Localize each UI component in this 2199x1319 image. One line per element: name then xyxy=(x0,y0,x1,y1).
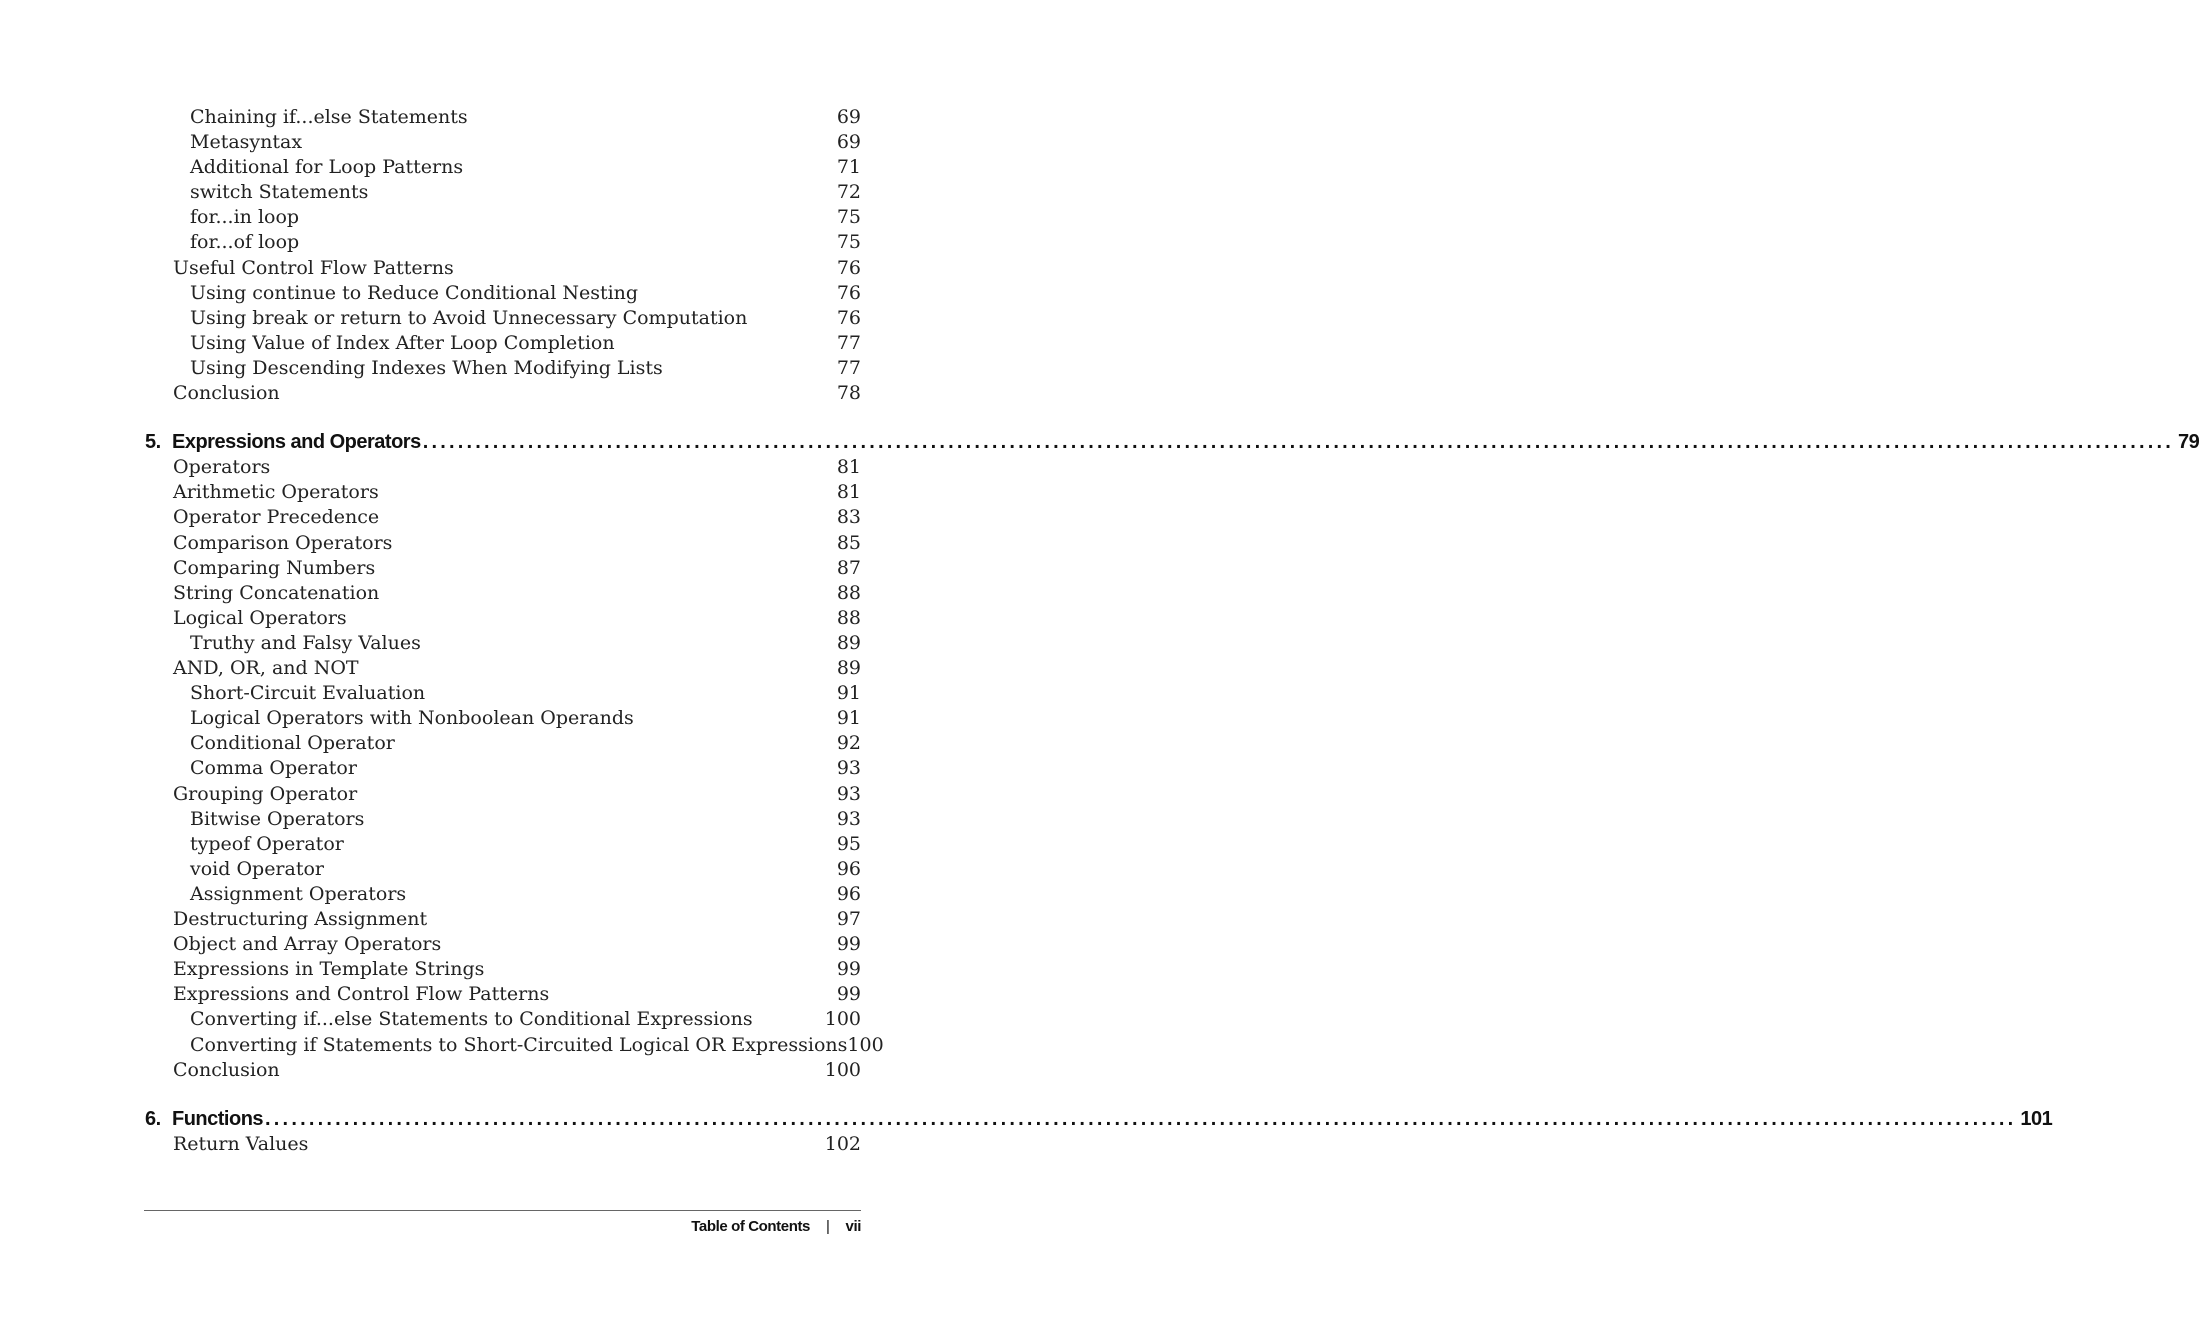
toc-entry-page: 81 xyxy=(836,456,861,478)
chapter-number: 6. xyxy=(145,1108,161,1130)
toc-entry-page: 75 xyxy=(836,231,861,253)
toc-entry[interactable] xyxy=(173,782,861,807)
toc-entry-page: 72 xyxy=(836,181,861,203)
toc-entry[interactable] xyxy=(190,706,861,731)
toc-entry-title: Useful Control Flow Patterns xyxy=(173,257,454,279)
toc-entry[interactable] xyxy=(190,1007,861,1032)
footer-rule xyxy=(144,1210,861,1211)
toc-entry-title: typeof Operator xyxy=(190,833,344,855)
toc-entry-title: Converting if...else Statements to Conditional Expressions xyxy=(190,1008,753,1030)
toc-entry[interactable] xyxy=(190,281,861,306)
toc-entry-page: 93 xyxy=(836,757,861,779)
toc-entry-page: 93 xyxy=(836,808,861,830)
toc-entry[interactable] xyxy=(173,932,861,957)
toc-entry-title: Expressions and Control Flow Patterns xyxy=(173,983,550,1005)
toc-entry[interactable] xyxy=(173,907,861,932)
toc-entry-title: Assignment Operators xyxy=(190,883,407,905)
footer-page-number: vii xyxy=(845,1218,861,1235)
chapter-title: Functions xyxy=(172,1108,264,1130)
toc-entry-title: for...in loop xyxy=(190,206,300,228)
chapter-dot-leader: ........................................................................................................................................................................................................ xyxy=(265,1108,2017,1130)
toc-entry-title: Grouping Operator xyxy=(173,783,358,805)
toc-entry[interactable] xyxy=(173,455,861,480)
toc-entry-page: 88 xyxy=(836,582,861,604)
toc-entry-page: 76 xyxy=(836,282,861,304)
toc-entry[interactable] xyxy=(190,205,861,230)
toc-entry[interactable] xyxy=(190,130,861,155)
toc-entry[interactable] xyxy=(173,957,861,982)
toc-entry[interactable] xyxy=(173,1132,861,1157)
toc-entry-page: 99 xyxy=(836,933,861,955)
toc-entry-title: Operator Precedence xyxy=(173,506,380,528)
toc-entry[interactable] xyxy=(173,256,861,281)
toc-entry[interactable] xyxy=(173,556,861,581)
toc-entry-page: 87 xyxy=(836,557,861,579)
toc-entry-page: 83 xyxy=(836,506,861,528)
toc-entry-page: 97 xyxy=(836,908,861,930)
toc-entry[interactable] xyxy=(190,681,861,706)
toc-entry[interactable] xyxy=(190,230,861,255)
toc-entry[interactable] xyxy=(190,882,861,907)
toc-entry-title: Destructuring Assignment xyxy=(173,908,428,930)
toc-entry[interactable] xyxy=(173,381,861,406)
toc-entry-title: Short-Circuit Evaluation xyxy=(190,682,426,704)
toc-entry-title: Using Descending Indexes When Modifying Lists xyxy=(190,357,663,379)
toc-entry-page: 75 xyxy=(836,206,861,228)
toc-chapter-heading[interactable] xyxy=(145,1105,2053,1133)
toc-entry-title: Comma Operator xyxy=(190,757,357,779)
toc-entry-title: Conditional Operator xyxy=(190,732,395,754)
toc-entry-title: Conclusion xyxy=(173,382,280,404)
toc-entry[interactable] xyxy=(173,1058,861,1083)
toc-entry-title: Using Value of Index After Loop Completion xyxy=(190,332,615,354)
toc-entry[interactable] xyxy=(173,656,861,681)
toc-entry-page: 99 xyxy=(836,958,861,980)
chapter-dot-leader: ........................................................................................................................................................................................................ xyxy=(422,431,2175,453)
toc-entry[interactable] xyxy=(173,531,861,556)
toc-entry[interactable] xyxy=(190,180,861,205)
toc-entry-title: Logical Operators with Nonboolean Operands xyxy=(190,707,634,729)
toc-entry-title: Arithmetic Operators xyxy=(173,481,379,503)
toc-entry[interactable] xyxy=(190,155,861,180)
toc-entry-page: 95 xyxy=(836,833,861,855)
toc-entry-title: Chaining if...else Statements xyxy=(190,106,468,128)
toc-entry-page: 85 xyxy=(836,532,861,554)
toc-entry-page: 96 xyxy=(836,858,861,880)
toc-entry-page: 81 xyxy=(836,481,861,503)
toc-entry-page: 89 xyxy=(836,657,861,679)
toc-entry-page: 77 xyxy=(836,357,861,379)
toc-entry-page: 69 xyxy=(836,131,861,153)
toc-entry[interactable] xyxy=(190,1033,884,1058)
toc-entry-page: 99 xyxy=(836,983,861,1005)
toc-entry[interactable] xyxy=(190,631,861,656)
toc-entry-title: Return Values xyxy=(173,1133,309,1155)
toc-entry-page: 71 xyxy=(836,156,861,178)
toc-entry-page: 77 xyxy=(836,332,861,354)
toc-entry[interactable] xyxy=(190,105,861,130)
page-footer xyxy=(691,1216,861,1238)
toc-chapter-heading[interactable] xyxy=(145,428,2199,456)
toc-entry-title: String Concatenation xyxy=(173,582,380,604)
toc-entry-page: 88 xyxy=(836,607,861,629)
toc-entry-title: void Operator xyxy=(190,858,325,880)
toc-entry[interactable] xyxy=(190,306,861,331)
toc-entry-title: Metasyntax xyxy=(190,131,303,153)
toc-entry-title: Additional for Loop Patterns xyxy=(190,156,464,178)
chapter-page: 101 xyxy=(2020,1108,2053,1130)
toc-entry-page: 69 xyxy=(836,106,861,128)
toc-entry-page: 91 xyxy=(836,682,861,704)
toc-entry-title: AND, OR, and NOT xyxy=(173,657,359,679)
toc-entry[interactable] xyxy=(173,982,861,1007)
toc-entry-page: 96 xyxy=(836,883,861,905)
toc-entry-title: for...of loop xyxy=(190,231,300,253)
toc-entry-page: 91 xyxy=(836,707,861,729)
toc-entry-page: 76 xyxy=(836,307,861,329)
toc-entry[interactable] xyxy=(173,606,861,631)
toc-entry-title: Bitwise Operators xyxy=(190,808,365,830)
chapter-page: 79 xyxy=(2178,431,2199,453)
toc-entry-page: 92 xyxy=(836,732,861,754)
footer-separator: | xyxy=(826,1218,830,1235)
toc-entry[interactable] xyxy=(173,581,861,606)
toc-entry-title: Using break or return to Avoid Unnecessary Computation xyxy=(190,307,748,329)
toc-entry[interactable] xyxy=(173,505,861,530)
toc-entry[interactable] xyxy=(190,356,861,381)
footer-section-label: Table of Contents xyxy=(691,1218,811,1235)
toc-entry[interactable] xyxy=(190,832,861,857)
toc-entry-page: 100 xyxy=(847,1034,884,1056)
toc-entry-page: 100 xyxy=(824,1008,861,1030)
chapter-number: 5. xyxy=(145,431,161,453)
toc-entry-title: Using continue to Reduce Conditional Nesting xyxy=(190,282,639,304)
toc-entry[interactable] xyxy=(190,807,861,832)
toc-entry-title: Expressions in Template Strings xyxy=(173,958,485,980)
toc-entry-title: Operators xyxy=(173,456,271,478)
toc-entry-title: Truthy and Falsy Values xyxy=(190,632,421,654)
toc-entry-page: 93 xyxy=(836,783,861,805)
toc-entry[interactable] xyxy=(173,480,861,505)
toc-entry-title: Logical Operators xyxy=(173,607,347,629)
toc-entry[interactable] xyxy=(190,331,861,356)
chapter-title: Expressions and Operators xyxy=(172,431,421,453)
toc-entry-page: 78 xyxy=(836,382,861,404)
toc-entry-title: switch Statements xyxy=(190,181,369,203)
toc-entry-page: 100 xyxy=(824,1059,861,1081)
toc-entry-page: 76 xyxy=(836,257,861,279)
toc-entry[interactable] xyxy=(190,731,861,756)
toc-entry-title: Conclusion xyxy=(173,1059,280,1081)
toc-entry[interactable] xyxy=(190,857,861,882)
toc-entry-page: 102 xyxy=(824,1133,861,1155)
toc-entry-title: Comparison Operators xyxy=(173,532,393,554)
toc-entry[interactable] xyxy=(190,756,861,781)
toc-entry-title: Object and Array Operators xyxy=(173,933,442,955)
toc-entry-title: Comparing Numbers xyxy=(173,557,376,579)
toc-entry-title: Converting if Statements to Short-Circuited Logical OR Expressions xyxy=(190,1034,848,1056)
toc-entry-page: 89 xyxy=(836,632,861,654)
